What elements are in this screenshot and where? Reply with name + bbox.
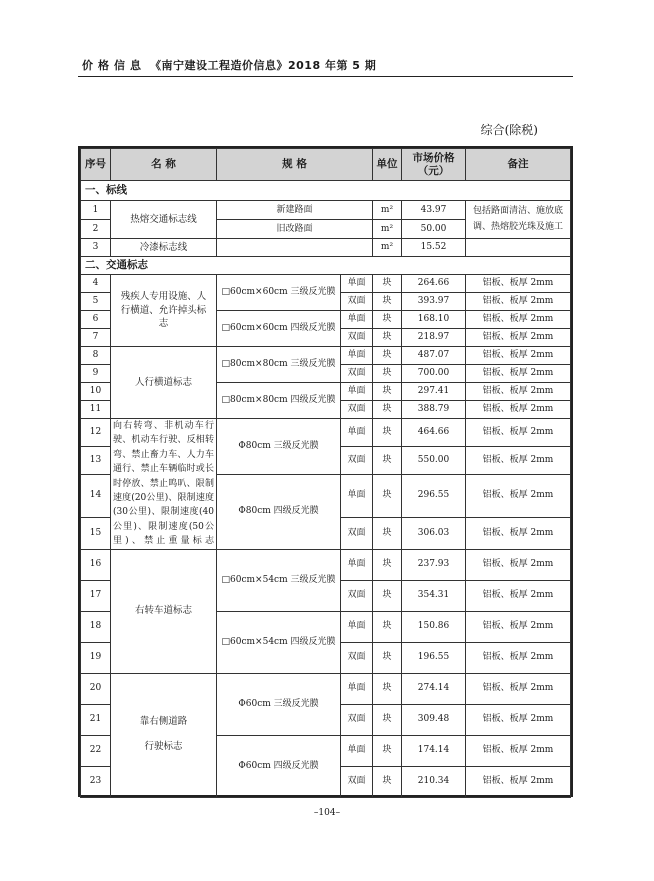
col-name-header: 名 称: [111, 149, 217, 181]
item-price: 210.34: [402, 766, 466, 797]
item-note: 包括路面清洁、施放底调、热熔胶光珠及施工: [466, 201, 571, 239]
item-unit: 块: [373, 383, 402, 401]
item-name: 冷漆标志线: [111, 239, 217, 257]
item-note: 铝板、板厚 2mm: [466, 383, 571, 401]
table-row: [81, 549, 571, 580]
row-no: 18: [81, 611, 111, 642]
item-unit: 块: [373, 329, 402, 347]
row-no: 5: [81, 293, 111, 311]
item-unit: 块: [373, 365, 402, 383]
item-unit: 块: [373, 447, 402, 475]
page-number: –104–: [313, 808, 341, 818]
item-unit: 块: [373, 611, 402, 642]
face-type: 单面: [341, 383, 373, 401]
row-no: 13: [81, 447, 111, 475]
row-no: 6: [81, 311, 111, 329]
price-table: [80, 148, 571, 798]
item-note: 铝板、板厚 2mm: [466, 517, 571, 549]
item-note: 铝板、板厚 2mm: [466, 475, 571, 518]
item-price: 218.97: [402, 329, 466, 347]
row-no: 12: [81, 419, 111, 447]
row-no: 7: [81, 329, 111, 347]
item-name: 向右转弯、非机动车行驶、机动车行驶、反相转弯、禁止畜力车、人力车通行、禁止车辆临时或长时停放、禁止鸣叭、限制速度(20公里)、限制速度(30公里)、限制速度(40公里)、限制速度(50公里)、禁止重量标志: [111, 419, 217, 550]
col-no-header: 序号: [81, 149, 111, 181]
item-spec: □60cm×60cm 四级反光膜: [217, 311, 341, 347]
face-type: 双面: [341, 580, 373, 611]
item-price: 309.48: [402, 704, 466, 735]
item-price: 388.79: [402, 401, 466, 419]
item-unit: 块: [373, 704, 402, 735]
face-type: 单面: [341, 311, 373, 329]
item-price: 50.00: [402, 220, 466, 239]
item-note: 铝板、板厚 2mm: [466, 673, 571, 704]
face-type: 单面: [341, 347, 373, 365]
face-type: 双面: [341, 365, 373, 383]
item-price: 274.14: [402, 673, 466, 704]
item-note: 铝板、板厚 2mm: [466, 611, 571, 642]
item-note: 铝板、板厚 2mm: [466, 293, 571, 311]
row-no: 21: [81, 704, 111, 735]
item-price: 196.55: [402, 642, 466, 673]
item-unit: m²: [373, 220, 402, 239]
face-type: 单面: [341, 549, 373, 580]
item-price: 354.31: [402, 580, 466, 611]
item-price: 237.93: [402, 549, 466, 580]
item-price: 296.55: [402, 475, 466, 518]
item-note: 铝板、板厚 2mm: [466, 401, 571, 419]
item-note: 铝板、板厚 2mm: [466, 329, 571, 347]
item-note: 铝板、板厚 2mm: [466, 419, 571, 447]
item-name: 人行横道标志: [111, 347, 217, 419]
face-type: 单面: [341, 673, 373, 704]
face-type: 双面: [341, 704, 373, 735]
item-price: 264.66: [402, 275, 466, 293]
row-no: 14: [81, 475, 111, 518]
item-price: 700.00: [402, 365, 466, 383]
item-note: 铝板、板厚 2mm: [466, 735, 571, 766]
item-note: 铝板、板厚 2mm: [466, 642, 571, 673]
item-unit: 块: [373, 419, 402, 447]
item-unit: m²: [373, 201, 402, 220]
item-unit: 块: [373, 549, 402, 580]
row-no: 3: [81, 239, 111, 257]
item-note: 铝板、板厚 2mm: [466, 365, 571, 383]
item-unit: 块: [373, 735, 402, 766]
item-price: 43.97: [402, 201, 466, 220]
item-price: 487.07: [402, 347, 466, 365]
table-row: [81, 201, 571, 220]
item-unit: 块: [373, 311, 402, 329]
section-row: [81, 257, 571, 275]
item-note: 铝板、板厚 2mm: [466, 275, 571, 293]
item-price: 150.86: [402, 611, 466, 642]
row-no: 17: [81, 580, 111, 611]
section-title: 二、交通标志: [81, 257, 571, 275]
item-spec: □60cm×60cm 三级反光膜: [217, 275, 341, 311]
row-no: 15: [81, 517, 111, 549]
item-note: 铝板、板厚 2mm: [466, 580, 571, 611]
item-note: 铝板、板厚 2mm: [466, 311, 571, 329]
face-type: 双面: [341, 642, 373, 673]
item-price: 15.52: [402, 239, 466, 257]
row-no: 1: [81, 201, 111, 220]
section-title: 一、标线: [81, 181, 571, 201]
item-spec: □80cm×80cm 四级反光膜: [217, 383, 341, 419]
item-unit: 块: [373, 580, 402, 611]
row-no: 23: [81, 766, 111, 797]
item-spec: 新建路面: [217, 201, 373, 220]
table-row: [81, 673, 571, 704]
item-spec: [217, 239, 373, 257]
table-row: [81, 239, 571, 257]
item-spec: Φ80cm 四级反光膜: [217, 475, 341, 550]
face-type: 双面: [341, 766, 373, 797]
item-unit: 块: [373, 347, 402, 365]
row-no: 16: [81, 549, 111, 580]
col-unit-header: 单位: [373, 149, 402, 181]
item-name: [111, 673, 217, 797]
price-table-frame: [78, 146, 573, 797]
item-spec: □80cm×80cm 三级反光膜: [217, 347, 341, 383]
item-unit: 块: [373, 293, 402, 311]
row-no: 19: [81, 642, 111, 673]
item-spec: Φ60cm 三级反光膜: [217, 673, 341, 735]
face-type: 双面: [341, 447, 373, 475]
row-no: 2: [81, 220, 111, 239]
row-no: 9: [81, 365, 111, 383]
item-name-line: 行驶标志: [144, 741, 183, 753]
face-type: 双面: [341, 329, 373, 347]
col-note-header: 备注: [466, 149, 571, 181]
item-unit: m²: [373, 239, 402, 257]
face-type: 双面: [341, 293, 373, 311]
price-basis-note: 综合(除税): [480, 123, 538, 137]
face-type: 单面: [341, 275, 373, 293]
table-row: [81, 275, 571, 293]
face-type: 单面: [341, 611, 373, 642]
item-name: 热熔交通标志线: [111, 201, 217, 239]
header-label: 价格信息: [82, 59, 146, 72]
item-price: 550.00: [402, 447, 466, 475]
item-price: 168.10: [402, 311, 466, 329]
item-price: 174.14: [402, 735, 466, 766]
running-header: [82, 57, 376, 73]
table-header-row: [81, 149, 571, 181]
row-no: 22: [81, 735, 111, 766]
item-name: 残疾人专用设施、人行横道、允许掉头标志: [111, 275, 217, 347]
item-price: 464.66: [402, 419, 466, 447]
col-price-header: 市场价格（元）: [402, 149, 466, 181]
item-unit: 块: [373, 475, 402, 518]
item-spec: 旧改路面: [217, 220, 373, 239]
item-spec: □60cm×54cm 三级反光膜: [217, 549, 341, 611]
row-no: 8: [81, 347, 111, 365]
item-note: 铝板、板厚 2mm: [466, 447, 571, 475]
item-spec: □60cm×54cm 四级反光膜: [217, 611, 341, 673]
item-price: 393.97: [402, 293, 466, 311]
row-no: 20: [81, 673, 111, 704]
face-type: 单面: [341, 475, 373, 518]
item-note: [466, 239, 571, 257]
table-row: [81, 419, 571, 447]
face-type: 单面: [341, 735, 373, 766]
section-row: [81, 181, 571, 201]
item-unit: 块: [373, 401, 402, 419]
face-type: 单面: [341, 419, 373, 447]
header-rule: [78, 76, 573, 77]
item-name: 右转车道标志: [111, 549, 217, 673]
face-type: 双面: [341, 401, 373, 419]
item-spec: Φ80cm 三级反光膜: [217, 419, 341, 475]
face-type: 双面: [341, 517, 373, 549]
item-unit: 块: [373, 642, 402, 673]
item-unit: 块: [373, 275, 402, 293]
header-title: 《南宁建设工程造价信息》2018 年第 5 期: [150, 59, 377, 72]
row-no: 4: [81, 275, 111, 293]
table-row: [81, 347, 571, 365]
item-note: 铝板、板厚 2mm: [466, 347, 571, 365]
item-note: 铝板、板厚 2mm: [466, 766, 571, 797]
item-price: 306.03: [402, 517, 466, 549]
item-note: 铝板、板厚 2mm: [466, 704, 571, 735]
item-unit: 块: [373, 766, 402, 797]
item-unit: 块: [373, 517, 402, 549]
col-spec-header: 规 格: [217, 149, 373, 181]
item-note: 铝板、板厚 2mm: [466, 549, 571, 580]
item-spec: Φ60cm 四级反光膜: [217, 735, 341, 797]
row-no: 10: [81, 383, 111, 401]
row-no: 11: [81, 401, 111, 419]
item-name-line: 靠右侧道路: [139, 716, 188, 728]
item-price: 297.41: [402, 383, 466, 401]
item-unit: 块: [373, 673, 402, 704]
